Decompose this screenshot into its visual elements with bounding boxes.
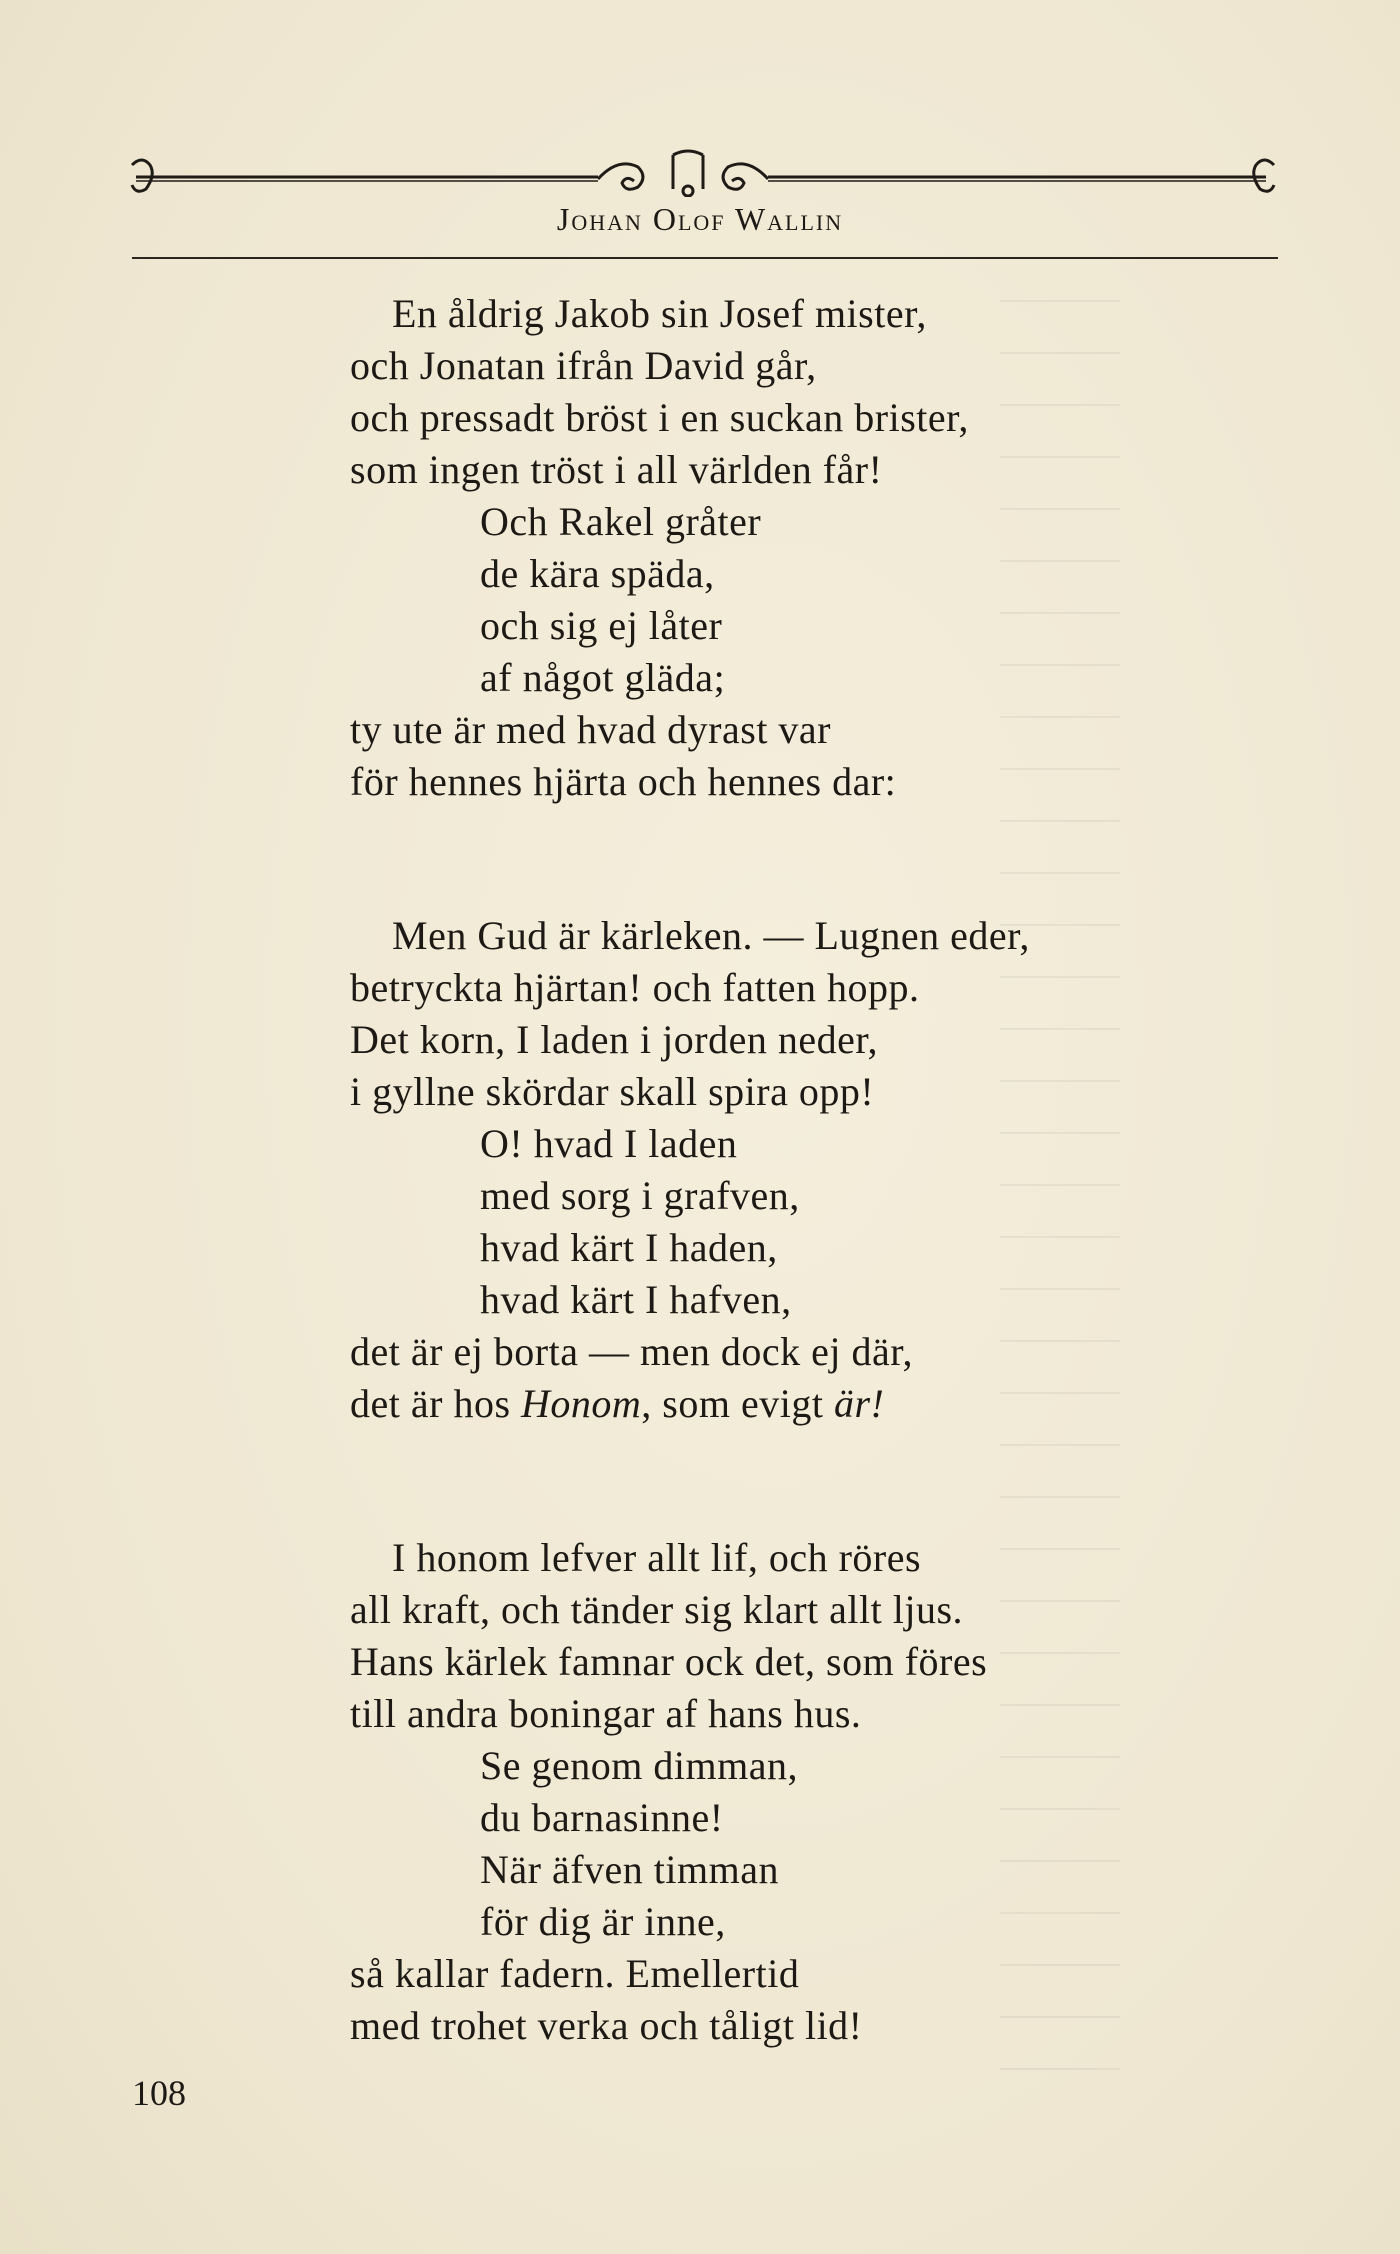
poem-line: och sig ej låter bbox=[480, 603, 723, 648]
poem-line: som ingen tröst i all världen får! bbox=[350, 447, 883, 492]
poem-line: all kraft, och tänder sig klart allt ljus. bbox=[350, 1587, 964, 1632]
line-segment: det är hos bbox=[350, 1381, 522, 1426]
poem-line: En åldrig Jakob sin Josef mister, bbox=[392, 291, 927, 336]
poem-line: det är ej borta — men dock ej där, bbox=[350, 1329, 913, 1374]
emphasized-word: är! bbox=[833, 1381, 885, 1426]
poem-line: ty ute är med hvad dyrast var bbox=[350, 707, 832, 752]
poem-line: de kära späda, bbox=[480, 551, 715, 596]
poem-line: Se genom dimman, bbox=[480, 1743, 798, 1788]
poem-line: för dig är inne, bbox=[480, 1899, 726, 1944]
poem-line: för hennes hjärta och hennes dar: bbox=[350, 759, 897, 804]
poem-line: i gyllne skördar skall spira opp! bbox=[350, 1069, 875, 1114]
poem-line: Det korn, I laden i jorden neder, bbox=[350, 1017, 879, 1062]
poem-line: När äfven timman bbox=[480, 1847, 779, 1892]
poem-body bbox=[350, 288, 1250, 2154]
line-segment: , som evigt bbox=[641, 1381, 834, 1426]
poem-line: I honom lefver allt lif, och röres bbox=[392, 1535, 922, 1580]
poem-line: af något gläda; bbox=[480, 655, 726, 700]
poem-line: och Jonatan ifrån David går, bbox=[350, 343, 817, 388]
decorative-header-ornament bbox=[128, 135, 1278, 197]
stanza bbox=[350, 1532, 1250, 2052]
poem-line: Men Gud är kärleken. — Lugnen eder, bbox=[392, 913, 1030, 958]
poem-line: så kallar fadern. Emellertid bbox=[350, 1951, 800, 1996]
poem-line: Hans kärlek famnar ock det, som föres bbox=[350, 1639, 988, 1684]
poem-line: hvad kärt I hafven, bbox=[480, 1277, 792, 1322]
poem-line: med trohet verka och tåligt lid! bbox=[350, 2003, 863, 2048]
poem-line: och pressadt bröst i en suckan brister, bbox=[350, 395, 969, 440]
page-number: 108 bbox=[132, 2073, 186, 2113]
poem-line bbox=[350, 1378, 1250, 1430]
poem-line: till andra boningar af hans hus. bbox=[350, 1691, 862, 1736]
poem-line: med sorg i grafven, bbox=[480, 1173, 800, 1218]
running-head-author: Johan Olof Wallin bbox=[556, 201, 844, 237]
emphasized-word: Honom bbox=[521, 1381, 642, 1426]
stanza bbox=[350, 288, 1250, 808]
poem-line: betryckta hjärtan! och fatten hopp. bbox=[350, 965, 920, 1010]
poem-line: O! hvad I laden bbox=[480, 1121, 738, 1166]
poem-line: du barnasinne! bbox=[480, 1795, 724, 1840]
header-rule bbox=[132, 257, 1278, 259]
poem-line: hvad kärt I haden, bbox=[480, 1225, 778, 1270]
poem-line: Och Rakel gråter bbox=[480, 499, 762, 544]
stanza bbox=[350, 910, 1250, 1430]
